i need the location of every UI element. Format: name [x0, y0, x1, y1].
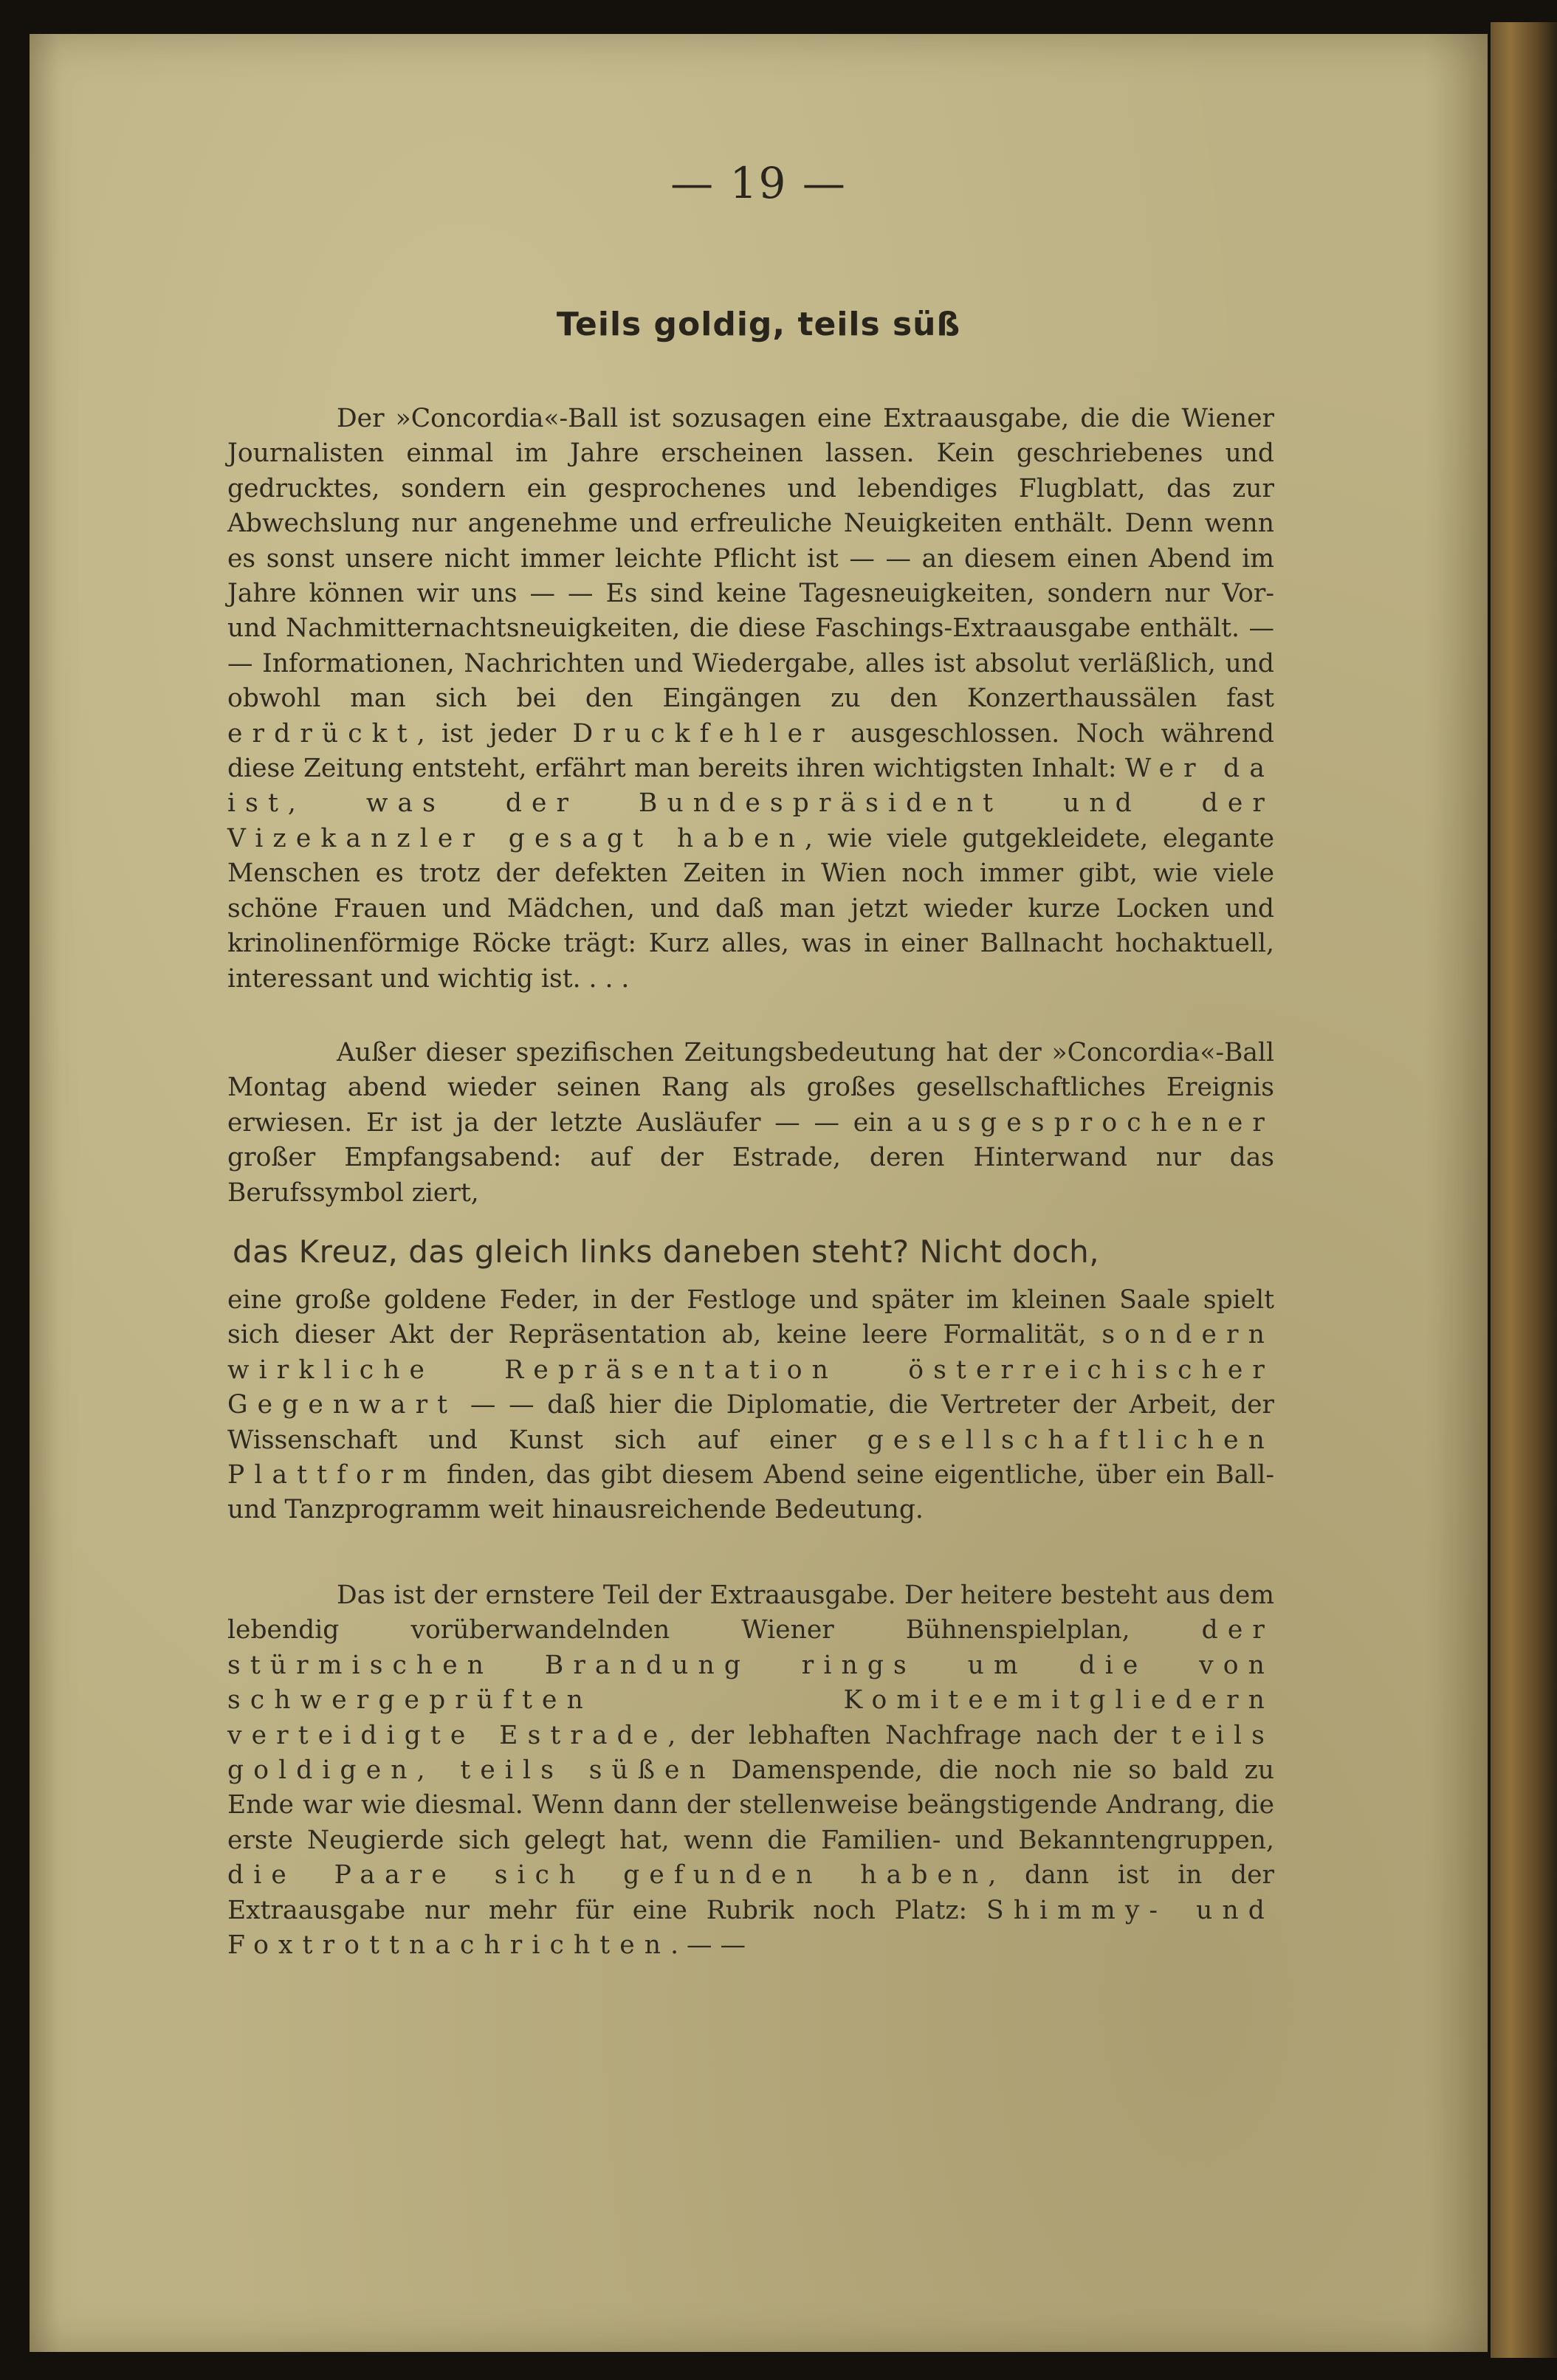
- text-run: . — —: [670, 1930, 746, 1961]
- inserted-line: [233, 1234, 1099, 1270]
- text-run: — — daß hier die Diplomatie, die Vertreter der Arbeit, der Wissenschaft und Kunst sich auf einer: [227, 1390, 1274, 1455]
- paragraph: [227, 1036, 1274, 1211]
- spaced-emphasis-text: gesellschaftlichen Plattform: [227, 1425, 1274, 1490]
- paragraph: [227, 402, 1274, 997]
- spaced-emphasis-text: sondern wirkliche Repräsentation österreichischer Gegenwart: [227, 1320, 1274, 1420]
- text-run: eine große goldene Feder, in der Festloge und später im kleinen Saale spielt sich dieser Akt der Repräsentation ab, keine leere Formalität,: [227, 1285, 1274, 1350]
- text-run: finden, das gibt diesem Abend seine eigentliche, über ein Ball- und Tanzprogramm weit hinausreichende Bedeutung.: [227, 1460, 1274, 1525]
- spaced-emphasis-text: die Paare sich gefunden haben: [227, 1860, 989, 1891]
- spaced-emphasis-text: der stürmischen Brandung rings um die von schwergeprüften Komiteemitgliedern verteidigte Estrade: [227, 1615, 1274, 1750]
- text-run: großer Empfangsabend: auf der Estrade, deren Hinterwand nur das Berufssymbol ziert,: [227, 1143, 1274, 1208]
- text-run: , der lebhaften Nachfrage nach der: [667, 1720, 1172, 1750]
- page-number: — 19 —: [670, 158, 847, 208]
- page-sheet: [30, 34, 1488, 2352]
- spaced-emphasis-text: ausgesprochener: [907, 1107, 1274, 1138]
- text-run: , wie viele gutgekleidete, elegante Menschen es trotz der defekten Zeiten in Wien noch immer gibt, wie viele schöne Frauen und Mädchen, und daß man jetzt wieder kurze Locken und krinolinenförmige Röcke trägt: Kurz alles, was in einer Ballnacht hochaktuell, interessant und wichtig ist. . . .: [227, 823, 1274, 994]
- text-run: Das ist der ernstere Teil der Extraausgabe. Der heitere besteht aus dem lebendig vorüberwandelnden Wiener Bühnenspielplan,: [227, 1581, 1274, 1645]
- text-run: , dann ist in der Extraausgabe nur mehr für eine Rubrik noch Platz:: [227, 1860, 1274, 1925]
- text-run: Damenspende, die noch nie so bald zu Ende war wie diesmal. Wenn dann der stellenweise beängstigende Andrang, die erste Neugierde sich gelegt hat, wenn die Familien- und Bekanntengruppen,: [227, 1755, 1274, 1855]
- spaced-emphasis-text: Shimmy- und Foxtrottnachrichten: [227, 1895, 1275, 1961]
- spaced-emphasis-text: Wer da ist, was der Bundespräsident und der Vizekanzler gesagt haben: [227, 754, 1274, 853]
- spaced-emphasis-text: Druckfehler: [572, 718, 834, 749]
- spaced-emphasis-text: teils goldigen, teils süßen: [227, 1720, 1274, 1786]
- paragraph: [227, 1283, 1274, 1528]
- paragraph: [227, 1578, 1274, 1963]
- text-run: das Kreuz, das gleich links daneben steht? Nicht doch,: [233, 1234, 1100, 1270]
- text-run: Der »Concordia«-Ball ist sozusagen eine Extraausgabe, die die Wiener Journalisten einmal im Jahre erscheinen lassen. Kein geschriebenes und gedrucktes, sondern ein gesprochenes und lebendiges Flugblatt, das zur Abwechslung nur angenehme und erfreuliche Neuigkeiten enthält. Denn wenn es sonst unsere nicht immer leichte Pflicht ist — — an diesem einen Abend im Jahre können wir uns — — Es sind keine Tagesneuigkeiten, sondern nur Vor- und Nachmitternachtsneuigkeiten, die diese Faschings-Extraausgabe enthält. — — Informationen, Nachrichten und Wiedergabe, alles ist absolut verläßlich, und obwohl man sich bei den Eingängen zu den Konzerthaussälen fast: [227, 404, 1274, 714]
- book-binding-edge: [1491, 22, 1557, 2358]
- article-title: Teils goldig, teils süß: [556, 306, 961, 343]
- text-run: Außer dieser spezifischen Zeitungsbedeutung hat der »Concordia«-Ball Montag abend wieder seinen Rang als großes gesellschaftliches Ereignis erwiesen. Er ist ja der letzte Ausläufer — — ein: [227, 1038, 1274, 1138]
- spaced-emphasis-text: erdrückt: [227, 718, 417, 749]
- text-run: , ist jeder: [416, 718, 573, 749]
- text-run: ausgeschlossen. Noch während diese Zeitung entsteht, erfährt man bereits ihren wichtigsten Inhalt:: [227, 718, 1274, 784]
